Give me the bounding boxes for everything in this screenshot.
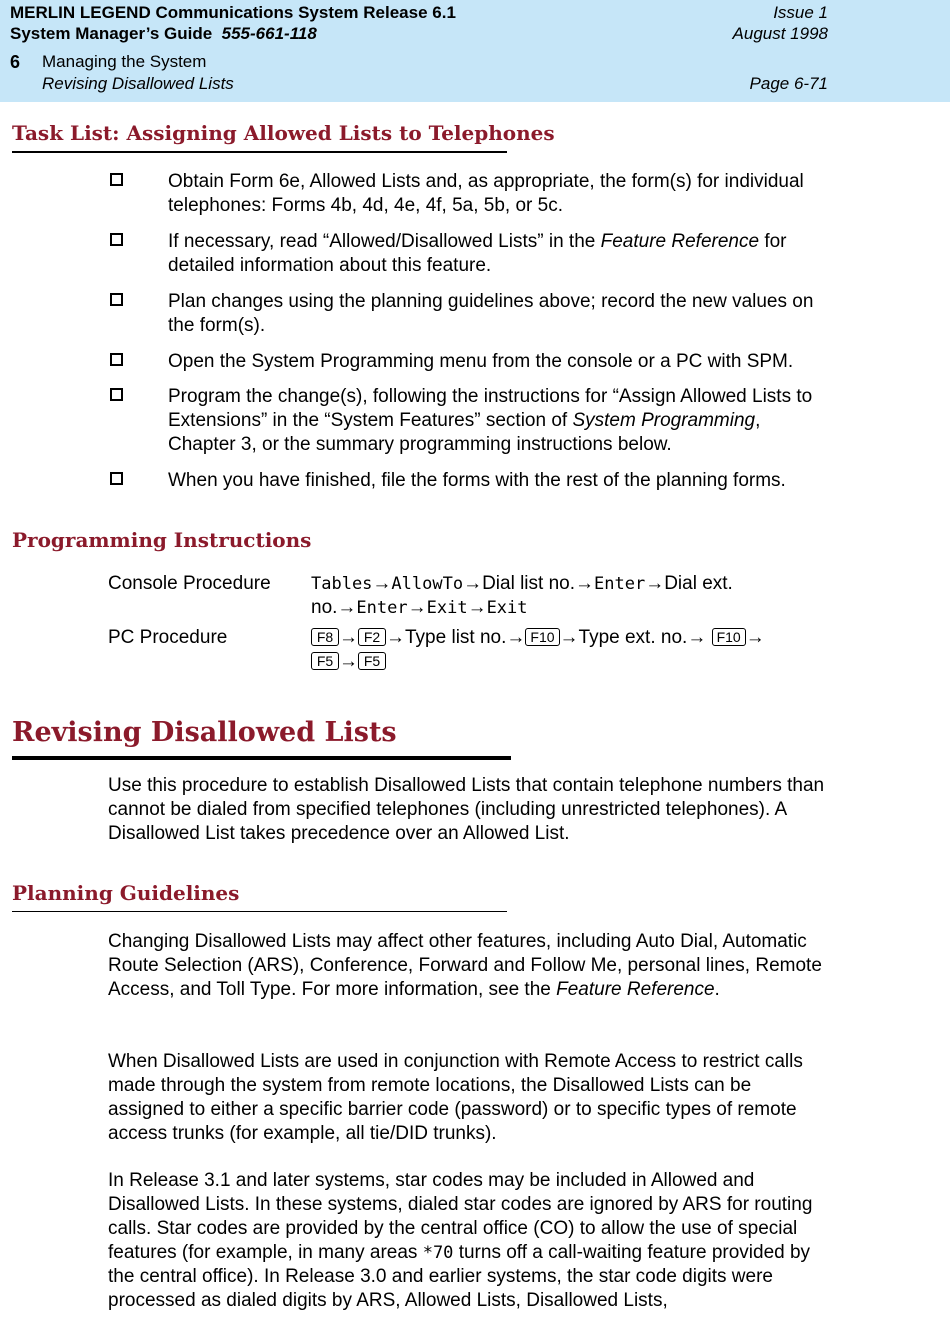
arrow-icon: → [575, 573, 594, 594]
issue-label: Issue 1 [773, 3, 828, 22]
checkbox-icon [110, 388, 123, 401]
menu-option: Exit [486, 598, 528, 618]
menu-option: Tables [311, 574, 373, 594]
section-title: Revising Disallowed Lists [42, 74, 234, 93]
product-title: MERLIN LEGEND Communications System Release 6.1 [10, 3, 456, 22]
task-text-part: Program the change(s), following the instructions for “Assign Allowed Lists to Extensions” in the “System Features” section of [168, 386, 813, 431]
planning-paragraph: When Disallowed Lists are used in conjunction with Remote Access to restrict calls made through the system from remote locations, the Disallowed Lists can be assigned to either a specific barrier code (password) or to specific types of remote access trunks (for example, all tie/DID trunks). [108, 1051, 803, 1144]
guide-title [10, 24, 317, 44]
task-text: Plan changes using the planning guidelines above; record the new values on the form(s). [168, 291, 814, 336]
procedure-step: Type list no. [405, 627, 507, 648]
paragraph-text: . [714, 979, 720, 1000]
book-title: Feature Reference [556, 979, 715, 1000]
arrow-icon: → [559, 627, 579, 648]
checkbox-icon [110, 472, 123, 485]
arrow-icon: → [463, 573, 483, 594]
menu-option: Enter [356, 598, 408, 618]
task-text-part: for detailed information about this feature. [168, 231, 787, 276]
task-text-part: , Chapter 3, or the summary programming instructions below. [168, 410, 761, 455]
heading-rule [12, 151, 507, 153]
star-code: *70 [422, 1243, 454, 1263]
arrow-icon: → [386, 627, 405, 648]
arrow-icon: → [506, 627, 526, 648]
chapter-title: Managing the System [42, 52, 207, 71]
checkbox-icon [110, 173, 123, 186]
procedure-step: Dial ext. [664, 573, 733, 594]
menu-option: Enter [594, 574, 646, 594]
arrow-icon: → [745, 627, 765, 648]
task-text: Open the System Programming menu from the console or a PC with SPM. [168, 351, 794, 372]
date-label: August 1998 [732, 24, 828, 43]
task-text-part: If necessary, read “Allowed/Disallowed Lists” in the [168, 231, 601, 252]
pc-procedure [311, 626, 831, 674]
function-key: F5 [311, 652, 339, 670]
arrow-icon: → [645, 573, 665, 594]
console-procedure [311, 572, 831, 620]
task-list-heading: Task List: Assigning Allowed Lists to Telephones [12, 121, 555, 145]
paragraph-text: turns off a call-waiting feature provided by the central office). In Release 3.0 and earlier systems, the star code digits were processed as dialed digits by ARS, Allowed Lists, Disallowed Lists, [108, 1242, 811, 1311]
function-key: F10 [525, 628, 559, 646]
menu-option: AllowTo [391, 574, 464, 594]
chapter-number: 6 [10, 52, 21, 72]
pc-procedure-label: PC Procedure [108, 627, 228, 648]
paragraph-text: Changing Disallowed Lists may affect other features, including Auto Dial, Automatic Route Selection (ARS), Conference, Forward and Follow Me, personal lines, Remote Access, and Toll Type. For more information, see the [108, 931, 822, 1000]
task-text: When you have finished, file the forms with the rest of the planning forms. [168, 470, 786, 491]
section-intro: Use this procedure to establish Disallowed Lists that contain telephone numbers than cannot be dialed from specified telephones (including unrestricted telephones). A Disallowed List takes precedence over an Allowed List. [108, 775, 825, 844]
arrow-icon: → [407, 597, 427, 618]
arrow-icon: → [372, 573, 392, 594]
guide-name: System Manager’s Guide [10, 24, 213, 43]
programming-heading: Programming Instructions [12, 528, 312, 552]
section-heading: Revising Disallowed Lists [12, 717, 397, 748]
function-key: F8 [311, 628, 339, 646]
book-title: System Programming [572, 410, 756, 431]
procedure-step: no. [311, 597, 338, 618]
checkbox-icon [110, 293, 123, 306]
section-rule [12, 756, 511, 760]
procedure-step: Dial list no. [482, 573, 575, 594]
book-title: Feature Reference [600, 231, 760, 252]
paragraph-text: In Release 3.1 and later systems, star codes may be included in Allowed and Disallowed Lists. In these systems, dialed star codes are ignored by ARS for routing calls. Star codes are provided by the central office (CO) to allow the use of special features (for example, in many areas [108, 1170, 813, 1263]
planning-heading: Planning Guidelines [12, 881, 240, 905]
menu-option: Exit [426, 598, 468, 618]
arrow-icon: → [467, 597, 487, 618]
function-key: F2 [358, 628, 386, 646]
function-key: F10 [712, 628, 746, 646]
task-text: Obtain Form 6e, Allowed Lists and, as appropriate, the form(s) for individual telephones: Forms 4b, 4d, 4e, 4f, 5a, 5b, or 5c. [168, 171, 804, 216]
checkbox-icon [110, 233, 123, 246]
console-procedure-label: Console Procedure [108, 573, 271, 594]
planning-paragraph [108, 1169, 828, 1313]
function-key: F5 [358, 652, 386, 670]
guide-number: 555-661-118 [221, 24, 317, 43]
arrow-icon: → [339, 651, 358, 672]
checkbox-icon [110, 353, 123, 366]
planning-paragraph [108, 930, 828, 1002]
heading-rule [12, 911, 507, 912]
arrow-icon: → [687, 627, 707, 648]
procedure-step: Type ext. no. [578, 627, 688, 648]
task-text [168, 385, 833, 457]
arrow-icon: → [339, 627, 358, 648]
task-text [168, 230, 833, 278]
arrow-icon: → [337, 597, 357, 618]
page-header [0, 0, 950, 102]
page-number: Page 6-71 [749, 74, 828, 93]
